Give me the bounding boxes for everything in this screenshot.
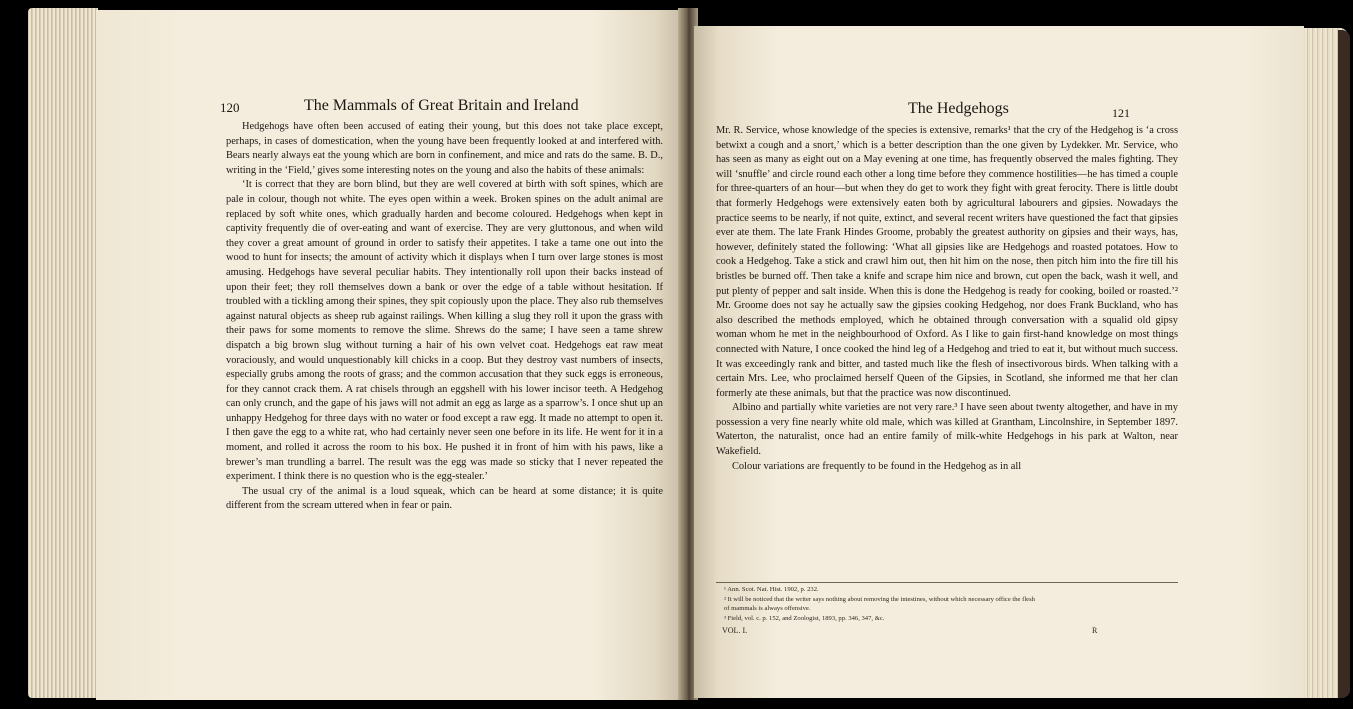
left-paragraph-2: ‘It is correct that they are born blind, but they are well covered at birth with soft spines, which are pale in colour, though not white. The eyes open within a week. Broken spines on the adult animal are replaced by soft white ones, which gradually harden and become coloured. Hedgehogs when kept in captivity frequently die of over-eating and want of exercise. They are very gluttonous, and when wild they cover a great amount of ground in order to satisfy their appetites. I take a tame one out into the wood to hunt for insects; the amount of activity which it displays when I turn over large stones is most amusing. Hedgehogs have several peculiar habits. They intentionally roll upon their backs instead of upon their feet; they roll themselves down a bank or over the edge of a table without hesitation. If troubled with a tickling among their spines, they spit copiously upon the place. They also rub themselves against natural objects as sheep rub against railings. When killing a slug they roll it upon the grass with their paws for some moments to remove the slime. Shrews do the same; I have seen a tame shrew dispatch a big brown slug without turning a hair of his own velvet coat. Hedgehogs eat raw meat voraciously, and would unquestionably kill chicks in a coop. But they destroy vast numbers of insects, especially grubs among the roots of grass; and the common accusation that they suck eggs is erroneous, for they cannot crack them. A rat chisels through an eggshell with his lower incisor teeth. A Hedgehog can only crunch, and the gape of his jaws will not admit an egg as large as a sparrow’s. I once shut up an unhappy Hedgehog for three days with no water or food except a raw egg. It made no attempt to open it. I then gave the egg to a white rat, who had certainly never seen one before in its life. He went for it in a moment, and rolled it across the room to his box. He pushed it in front of him with his paws, like a brewer’s man trundling a barrel. The result was the egg was made so sticky that I never repeated the experiment. I think there is no question who is the egg-stealer.’ xyxy=(226,179,663,483)
left-page-edges xyxy=(28,8,98,698)
right-running-head: The Hedgehogs xyxy=(908,100,1009,117)
footnote-2: ² It will be noticed that the writer says nothing about removing the intestines, without which necessary office the flesh xyxy=(724,595,1035,603)
right-page xyxy=(694,26,1304,698)
right-page-number: 121 xyxy=(1112,106,1130,120)
right-paragraph-3: Colour variations are frequently to be found in the Hedgehog as in all xyxy=(732,460,1022,472)
footnote-3: ³ Field, vol. c. p. 152, and Zoologist, 1893, pp. 346, 347, &c. xyxy=(724,614,885,622)
left-paragraph-1: Hedgehogs have often been accused of eating their young, but this does not take place except, perhaps, in cases of domestication, when the young have been frequently looked at and interfered with. Bears nearly always eat the young which are born in confinement, and mice and rats do the same. B. D., writing in the ‘Field,’ gives some interesting notes on the young and also the habits of these animals: xyxy=(226,121,663,176)
footnote-1: ¹ Ann. Scot. Nat. Hist. 1902, p. 232. xyxy=(724,586,819,593)
right-body-text xyxy=(716,124,1178,474)
left-body-text xyxy=(226,120,663,514)
volume-signature: VOL. I. xyxy=(722,626,748,635)
left-page xyxy=(96,10,680,700)
gathering-signature: R xyxy=(1092,626,1098,635)
right-paragraph-1: Mr. R. Service, whose knowledge of the species is extensive, remarks¹ that the cry of the Hedgehog is ‘a cross betwixt a cough and a snort,’ which is a better description than the one given by Lydekker. Mr. Service, who has seen as many as eight out on a May evening at one time, has frequently observed the males fighting. They will ‘snuffle’ and circle round each other a long time before they commence hostilities—he has timed a couple for three-quarters of an hour—but when they do get to work they fight with great ferocity. There is little doubt that formerly Hedgehogs were extensively eaten both by agricultural labourers and gipsies. Nowadays the practice seems to be nearly, if not quite, extinct, and several recent writers have questioned the fact that gipsies ever ate them. The late Frank Hindes Groome, probably the greatest authority on gipsies and their ways, has, however, definitely stated the following: ‘What all gipsies like are Hedgehogs and roasted potatoes. How to cook a Hedgehog. Take a stick and crawl him out, then hit him on the nose, then pitch him into the fire till his bristles be burned off. Then take a knife and scrape him nice and brown, cut open the back, wash it well, and put plenty of pepper and salt inside. When this is done the Hedgehog is ready for cooking, boiled or roasted.’² Mr. Groome does not say he actually saw the gipsies cooking Hedgehog, nor does Frank Buckland, who has also described the methods employed, which he obtained through conversation with a squalid old gipsy woman whom he met in the neighbourhood of Oxford. As I like to gain first-hand knowledge on most things connected with Nature, I once cooked the hind leg of a Hedgehog and tried to eat it, but without much success. It was exceedingly rank and bitter, and tasted much like the flesh of insectivorous birds. When talking with a certain Mrs. Lee, who proclaimed herself Queen of the Gipsies, in Scotland, she informed me that her clan formerly ate these animals, but that the practice was now discontinued. xyxy=(716,125,1178,399)
right-paragraph-2: Albino and partially white varieties are not very rare.³ I have seen about twenty altogether, and have in my possession a very fine nearly white old male, which was killed at Grantham, Lincolnshire, in September 1897. Waterton, the naturalist, once had an entire family of milk-white Hedgehogs in his park at Walton, near Wakefield. xyxy=(716,402,1178,458)
left-running-head: The Mammals of Great Britain and Ireland xyxy=(304,97,579,114)
footnote-rule xyxy=(716,582,1178,583)
book-cover-edge xyxy=(1338,30,1350,698)
left-page-number: 120 xyxy=(220,100,240,115)
footnote-2-cont: of mammals is always offensive. xyxy=(724,605,811,613)
left-paragraph-3: The usual cry of the animal is a loud squeak, which can be heard at some distance; it is quite different from the scream uttered when in fear or pain. xyxy=(226,485,663,512)
footnotes xyxy=(724,585,1178,623)
